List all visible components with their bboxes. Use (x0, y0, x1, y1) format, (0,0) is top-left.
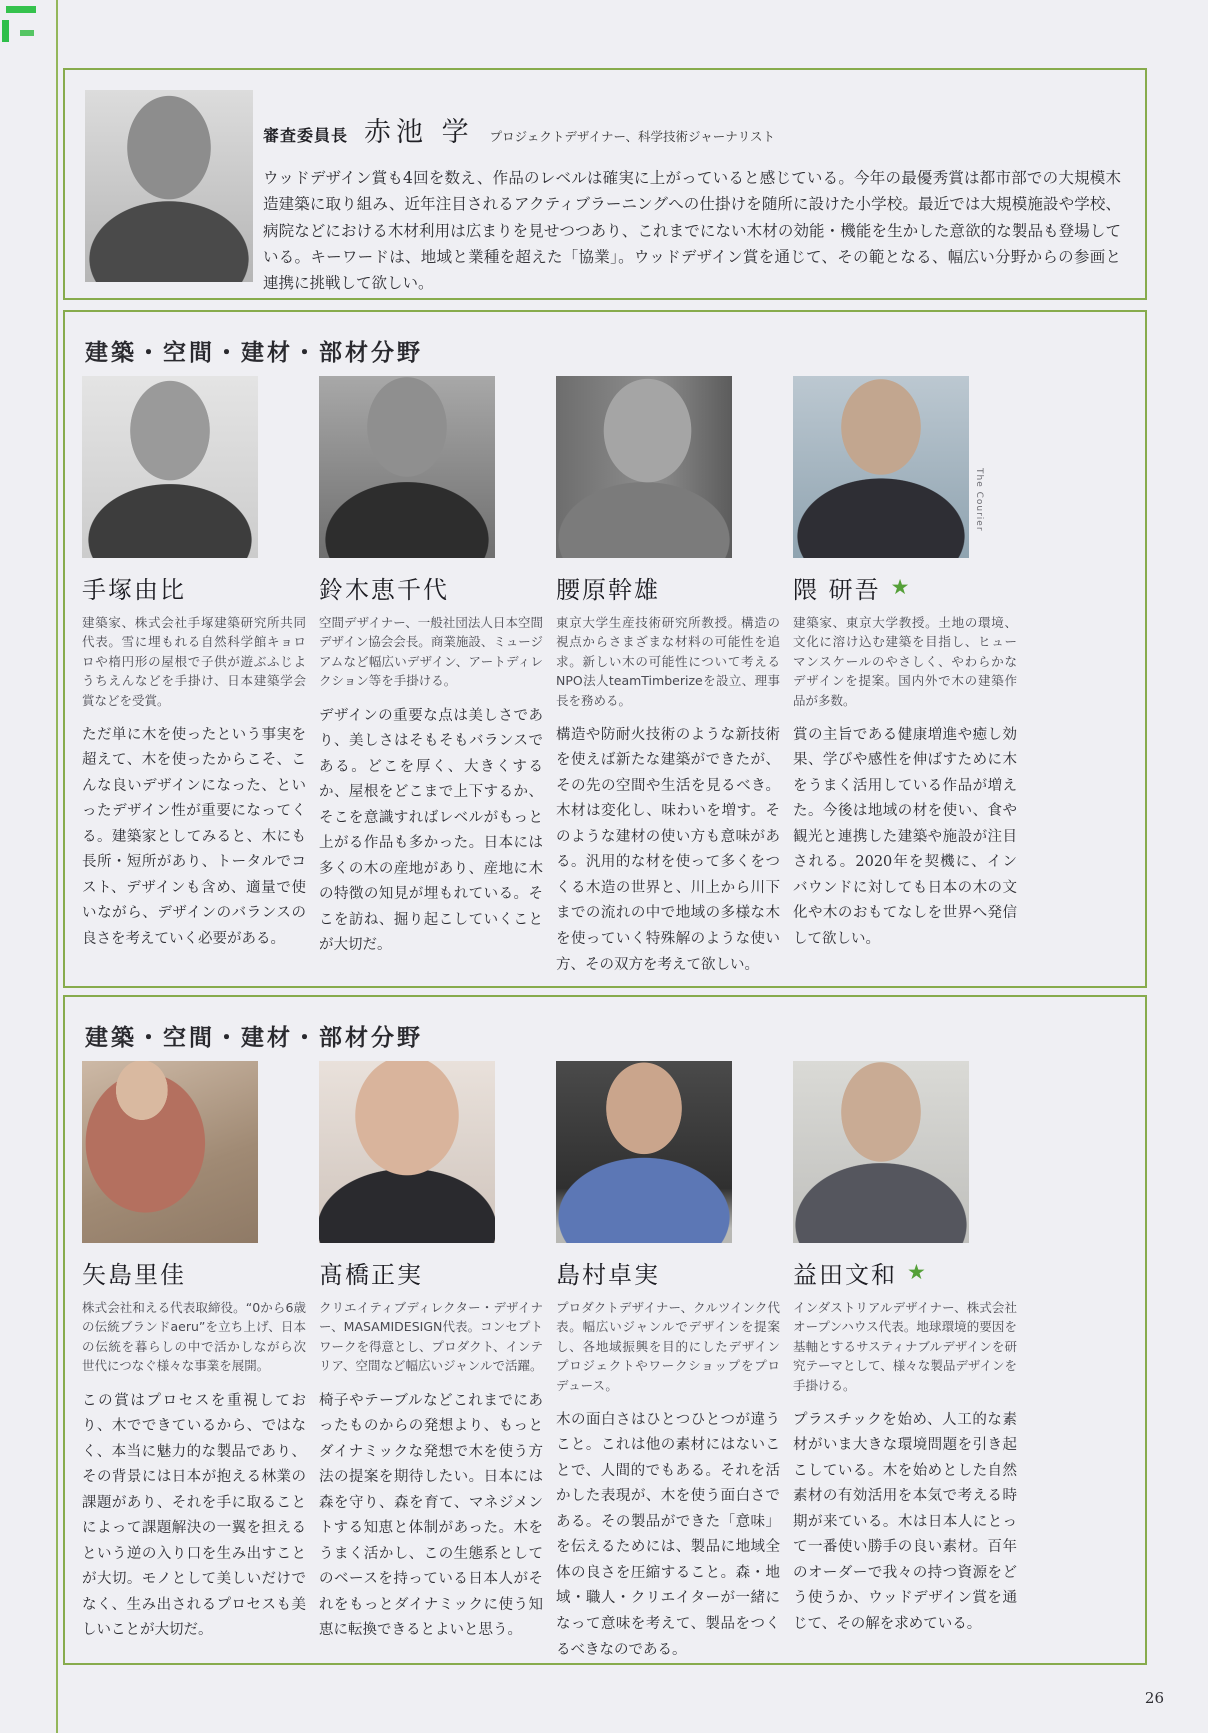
chief-title: プロジェクトデザイナー、科学技術ジャーナリスト (489, 129, 775, 144)
chief-comment: ウッドデザイン賞も4回を数え、作品のレベルは確実に上がっていると感じている。今年の最優秀賞は都市部での大規模木造建築に取り組み、近年注目されるアクティブラーニングへの仕掛けを随所に設けた小学校。最近では大規模施設や学校、病院などにおける木材利用は広まりを見せつつあり、これまでにない木材の効能・機能を生かした意欲的な製品も登場している。キーワードは、地域と業種を超えた「協業」。ウッドデザイン賞を通じて、その範となる、幅広い分野からの参画と連携に挑戦して欲しい。 (263, 169, 1121, 293)
chief-judge-photo (85, 90, 253, 282)
page-edge-rule (56, 0, 58, 1733)
judge-bio: 建築家、株式会社手塚建築研究所共同代表。雪に埋もれる自然科学館キョロロや楕円形の屋根で子供が遊ぶふじようちえんなどを手掛け、日本建築学会賞などを受賞。 (82, 615, 306, 708)
judge-name-text: 髙橋正実 (319, 1261, 423, 1289)
judge-bio: 株式会社和える代表取締役。“0から6歳の伝統ブランドaeru”を立ち上げ、日本の伝統を暮らしの中で活かしながら次世代につなぐ様々な事業を展開。 (82, 1300, 306, 1374)
judge-name-text: 益田文和 (793, 1261, 897, 1289)
chief-judge-header (263, 110, 1121, 149)
judge-name (319, 1255, 543, 1290)
judge-photo (82, 376, 258, 558)
section-1-heading: 建築・空間・建材・部材分野 (85, 340, 423, 366)
chief-judge-text (263, 110, 1121, 297)
judge-bio: 建築家、東京大学教授。土地の環境、文化に溶け込む建築を目指し、ヒューマンスケールのやさしく、やわらかなデザインを提案。国内外で木の建築作品が多数。 (793, 615, 1017, 708)
judge-bio: プロダクトデザイナー、クルツインク代表。幅広いジャンルでデザインを提案し、各地域振興を目的にしたデザインプロジェクトやワークショップをプロデュース。 (556, 1300, 780, 1393)
judge-comment: この賞はプロセスを重視しており、木でできているから、ではなく、本当に魅力的な製品であり、その背景には日本が抱える林業の課題があり、それを手に取ることによって課題解決の一翼を担えるという逆の入り口を生み出すことが大切。モノとして美しいだけでなく、生み出されるプロセスも美しいことが大切だ。 (82, 1392, 306, 1639)
judge-name (82, 1255, 306, 1290)
judge-comment: 椅子やテーブルなどこれまでにあったものからの発想より、もっとダイナミックな発想で木を使う方法の提案を期待したい。日本には森を守り、森を育て、マネジメントする知恵と体制があった。木をうまく活かし、この生態系としてのベースを持っている日本人がそれをもっとダイナミックに使う知恵に転換できるとよいと思う。 (319, 1392, 543, 1639)
chief-role-label: 審査委員長 (263, 126, 349, 145)
scan-artifact (20, 30, 34, 36)
star-icon: ★ (907, 1260, 928, 1284)
photo-credit: The Courier (974, 468, 984, 532)
judge-name-text: 隈 研吾 (793, 576, 881, 604)
judge-name-text: 手塚由比 (82, 576, 186, 604)
judge-photo (319, 376, 495, 558)
judge-photo (556, 376, 732, 558)
judge-photo (793, 376, 969, 558)
judge-comment: ただ単に木を使ったという事実を超えて、木を使ったからこそ、こんな良いデザインになった、といったデザイン性が重要になってくる。建築家としてみると、木にも長所・短所があり、トータルでコスト、デザインも含め、適量で使いながら、デザインのバランスの良さを考えていく必要がある。 (82, 726, 306, 947)
judge-name-text: 腰原幹雄 (556, 576, 660, 604)
judge-card-suzuki (319, 376, 543, 978)
judge-comment: デザインの重要な点は美しさであり、美しさはそもそもバランスである。どこを厚く、大きくするか、屋根をどこまで上下するか、そこを意識すればレベルがもっと上がる作品も多かった。日本には多くの木の産地があり、産地に木の特徴の知見が埋もれている。そこを訪ね、掘り起こしていくことが大切だ。 (319, 707, 543, 954)
judge-comment: 木の面白さはひとつひとつが違うこと。これは他の素材にはないことで、人間的でもある。それを活かした表現が、木を使う面白さである。その製品ができた「意味」を伝えるためには、製品に地域全体の良さを圧縮すること。森・地域・職人・クリエイターが一緒になって意味を考えて、製品をつくるべきなのである。 (556, 1411, 780, 1658)
section-2-heading: 建築・空間・建材・部材分野 (85, 1025, 423, 1051)
judge-card-tezuka (82, 376, 306, 978)
judge-name (556, 1255, 780, 1290)
chief-name: 赤池 学 (364, 117, 474, 148)
judge-name (793, 1255, 1017, 1290)
judge-bio: 東京大学生産技術研究所教授。構造の視点からさまざまな材料の可能性を追求。新しい木の可能性について考えるNPO法人teamTimberizeを設立、理事長を務める。 (556, 615, 780, 708)
judge-name (556, 570, 780, 605)
judge-bio: インダストリアルデザイナー、株式会社オープンハウス代表。地球環境的要因を基軸とするサスティナブルデザインを研究テーマとして、様々な製品デザインを手掛ける。 (793, 1300, 1017, 1393)
judge-card-koshihara (556, 376, 780, 978)
judge-name (793, 570, 1017, 605)
judge-photo (793, 1061, 969, 1243)
judge-card-shimamura (556, 1061, 780, 1663)
judge-card-masuda (793, 1061, 1017, 1663)
judge-card-kuma (793, 376, 1017, 978)
judge-comment: 賞の主旨である健康増進や癒し効果、学びや感性を伸ばすために木をうまく活用している作品が増えた。今後は地域の材を使い、食や観光と連携した建築や施設が注目される。2020年を契機に、インバウンドに対しても日本の木の文化や木のおもてなしを世界へ発信して欲しい。 (793, 726, 1017, 947)
page-number: 26 (1144, 1689, 1164, 1707)
section-1-judges (82, 376, 1130, 978)
section-2-judges (82, 1061, 1130, 1663)
judge-name (82, 570, 306, 605)
judge-name-text: 鈴木恵千代 (319, 576, 449, 604)
judge-photo (556, 1061, 732, 1243)
judge-bio: 空間デザイナー、一般社団法人日本空間デザイン協会会長。商業施設、ミュージアムなど幅広いデザイン、アートディレクション等を手掛ける。 (319, 615, 543, 689)
judge-photo (319, 1061, 495, 1243)
judge-comment: プラスチックを始め、人工的な素材がいま大きな環境問題を引き起こしている。木を始めとした自然素材の有効活用を本気で考える時期が来ている。木は日本人にとって一番使い勝手の良い素材。百年のオーダーで我々の持つ資源をどう使うか、ウッドデザイン賞を通じて、その解を求めている。 (793, 1411, 1017, 1632)
star-icon: ★ (890, 575, 912, 599)
judge-name-text: 矢島里佳 (82, 1261, 186, 1289)
judge-comment: 構造や防耐火技術のような新技術を使えば新たな建築ができたが、その先の空間や生活を見るべき。木材は変化し、味わいを増す。そのような建材の使い方も意味がある。汎用的な材を使って多くをつくる木造の世界と、川上から川下までの流れの中で地域の多様な木を使っていく特殊解のような使い方、その双方を考えて欲しい。 (556, 726, 780, 973)
scan-artifact (2, 20, 9, 42)
chief-judge-panel (63, 68, 1147, 300)
section-1-panel (63, 310, 1147, 988)
judge-card-takahashi (319, 1061, 543, 1663)
judge-name-text: 島村卓実 (556, 1261, 660, 1289)
judge-card-yajima (82, 1061, 306, 1663)
judge-photo (82, 1061, 258, 1243)
judge-name (319, 570, 543, 605)
scan-artifact (6, 6, 36, 13)
section-2-panel (63, 995, 1147, 1665)
judge-bio: クリエイティブディレクター・デザイナー、MASAMIDESIGN代表。コンセプトワークを得意とし、プロダクト、インテリア、空間など幅広いジャンルで活躍。 (319, 1300, 543, 1374)
